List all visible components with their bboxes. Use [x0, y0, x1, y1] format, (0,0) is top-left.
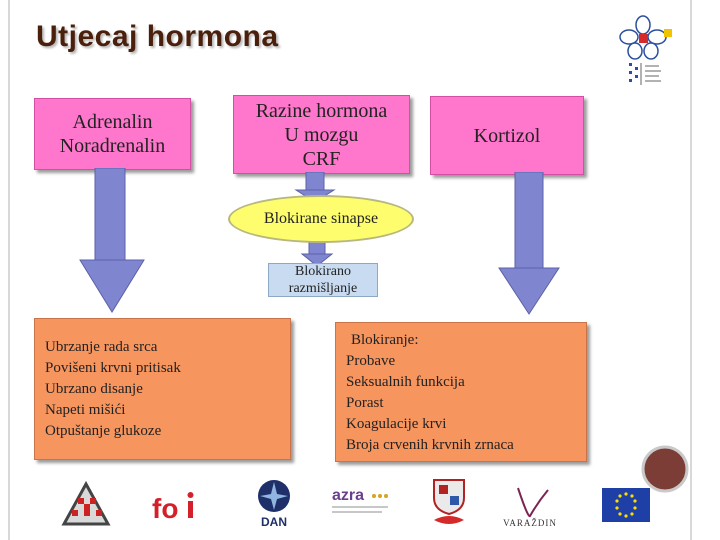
varazdin-coat-logo [430, 476, 468, 528]
eu-flag-logo [602, 488, 650, 524]
left-arrow [78, 168, 146, 314]
effect-item: Koagulacije krvi [346, 416, 447, 432]
right-effects-box [335, 322, 587, 462]
in-brain-label: U mozgu [284, 123, 359, 146]
effect-item: Broja crvenih krvnih zrnaca [346, 437, 514, 453]
blocked-thinking-line-1: Blokirano [294, 264, 351, 279]
effect-item: Probave [346, 353, 396, 369]
crf-label: CRF [302, 147, 341, 170]
effect-item: Otpuštanje glukoze [45, 423, 162, 439]
right-arrow [497, 172, 561, 316]
varazdin-wordmark: VARAŽDIN [503, 518, 557, 528]
azra-logo [330, 484, 394, 524]
left-effects-box [34, 318, 291, 460]
hormone-levels-box [233, 95, 410, 174]
adrenalin-box [34, 98, 191, 170]
hormone-levels-label: Razine hormona [255, 99, 388, 122]
effect-item: Ubrzanje rada srca [45, 339, 158, 355]
blocked-synapses-label: Blokirane sinapse [263, 210, 379, 227]
foi-logo [150, 488, 198, 524]
page-title: Utjecaj hormona [36, 20, 279, 53]
flower-emblem-logo [615, 15, 695, 90]
blocked-synapses-oval [228, 195, 414, 243]
noradrenalin-label: Noradrenalin [59, 135, 166, 157]
svg-text:DAN: DAN [261, 515, 287, 528]
croatian-coat-logo [58, 480, 114, 530]
effect-item: Porast [346, 395, 384, 411]
cortisol-box [430, 96, 584, 175]
frame-line-left [8, 0, 10, 540]
effect-item: Ubrzano disanje [45, 381, 143, 397]
svg-text:fo: fo [152, 493, 179, 524]
effect-item: Blokiranje: [351, 332, 419, 348]
blocked-thinking-line-2: razmišljanje [288, 281, 358, 296]
cortisol-label: Kortizol [473, 124, 541, 147]
dan-logo [250, 478, 298, 528]
effect-item: Seksualnih funkcija [346, 374, 465, 390]
svg-text:azra: azra [332, 487, 365, 504]
decorative-circle [640, 444, 690, 494]
adrenalin-label: Adrenalin [72, 111, 153, 133]
effect-item: Napeti mišići [45, 402, 126, 418]
blocked-thinking-box [268, 263, 378, 297]
effect-item: Povišeni krvni pritisak [45, 360, 181, 376]
varazdin-logo [498, 484, 562, 528]
